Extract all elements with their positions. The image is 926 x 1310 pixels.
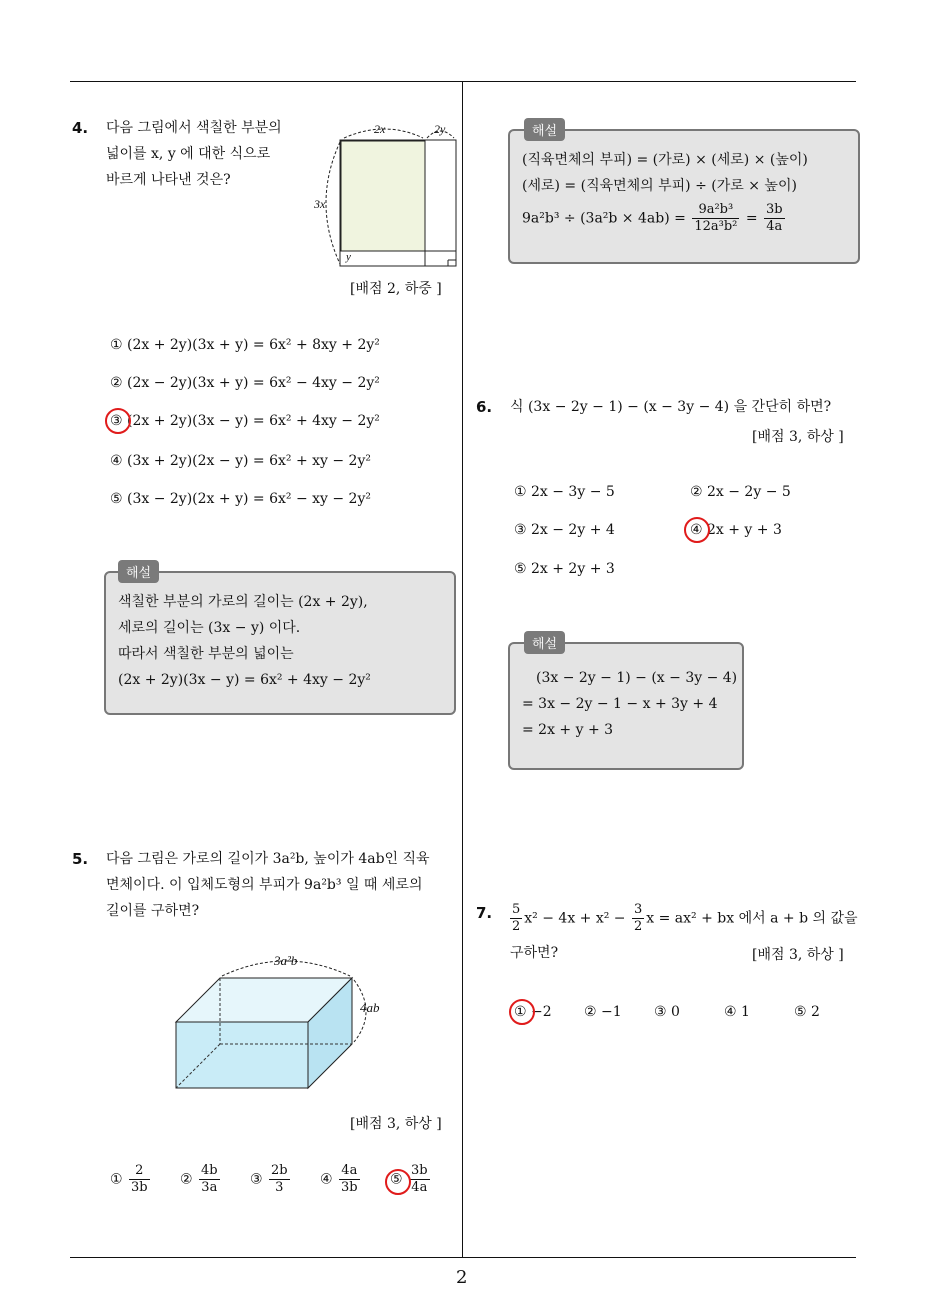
q7-answer-circle xyxy=(509,999,535,1025)
q6-answer-circle xyxy=(684,517,710,543)
q5-option-num: 2b xyxy=(271,1163,288,1178)
q5-text-line: 길이를 구하면? xyxy=(106,903,200,919)
q5-option-num: 2 xyxy=(129,1163,150,1180)
q4-meta: [배점 2, 하중 ] xyxy=(350,281,442,297)
q7-frac1-num: 5 xyxy=(512,902,521,917)
q5-solution-frac1-num: 9a²b³ xyxy=(692,202,739,219)
q4-option-3[interactable]: ③ (2x + 2y)(3x − y) = 6x² + 4xy − 2y² xyxy=(110,413,380,429)
q6-number: 6. xyxy=(476,398,493,416)
q7-text-mid: x² − 4x + x² − xyxy=(524,910,626,927)
q5-option-num: 4b xyxy=(201,1163,218,1178)
q4-text xyxy=(106,115,306,193)
q7-option-2[interactable]: ② −1 xyxy=(584,1004,622,1020)
q6-option-3[interactable]: ③ 2x − 2y + 4 xyxy=(514,522,615,538)
q5-option-4[interactable] xyxy=(320,1163,362,1196)
q4-text-line: 넓이를 x, y 에 대한 식으로 xyxy=(106,146,271,162)
q7-meta: [배점 3, 하상 ] xyxy=(752,947,844,963)
q7-option-3[interactable]: ③ 0 xyxy=(654,1004,680,1020)
q4-solution-line: 세로의 길이는 (3x − y) 이다. xyxy=(118,620,301,636)
q4-solution-tag: 해설 xyxy=(118,560,159,583)
q5-option-1[interactable] xyxy=(110,1163,152,1196)
q4-option-5[interactable]: ⑤ (3x − 2y)(2x + y) = 6x² − xy − 2y² xyxy=(110,491,371,507)
q4-solution-line: 따라서 색칠한 부분의 넓이는 xyxy=(118,646,294,662)
q5-number: 5. xyxy=(72,850,89,868)
q6-solution-tag: 해설 xyxy=(524,631,565,654)
q7-text xyxy=(508,902,858,935)
q6-option-1[interactable]: ① 2x − 3y − 5 xyxy=(514,484,615,500)
q7-option-4[interactable]: ④ 1 xyxy=(724,1004,750,1020)
q6-option-2[interactable]: ② 2x − 2y − 5 xyxy=(690,484,791,500)
q4-solution-line: (2x + 2y)(3x − y) = 6x² + 4xy − 2y² xyxy=(118,672,371,688)
q7-frac2-den: 2 xyxy=(634,919,643,934)
q7-text-line2: 구하면? xyxy=(510,945,559,961)
top-rule xyxy=(70,81,856,82)
page-number: 2 xyxy=(456,1267,468,1288)
q5-solution-frac1-den: 12a³b² xyxy=(694,219,738,234)
q5-option-mark: ⑤ xyxy=(390,1171,403,1188)
q5-solution-frac2-den: 4a xyxy=(766,219,783,234)
q7-text-tail: x = ax² + bx 에서 a + b 의 값을 xyxy=(646,910,858,927)
q5-label-right: 4ab xyxy=(360,1000,380,1015)
q7-number: 7. xyxy=(476,904,493,922)
q6-text: 식 (3x − 2y − 1) − (x − 3y − 4) 을 간단히 하면? xyxy=(510,399,832,415)
q4-text-line: 다음 그림에서 색칠한 부분의 xyxy=(106,120,282,136)
q6-option-4[interactable]: ④ 2x + y + 3 xyxy=(690,522,782,538)
q6-option-5[interactable]: ⑤ 2x + 2y + 3 xyxy=(514,561,615,577)
q4-label-2y: 2y xyxy=(434,122,446,136)
q5-cuboid-figure xyxy=(168,950,398,1095)
q4-label-y: y xyxy=(346,251,351,263)
q5-option-mark: ④ xyxy=(320,1171,333,1188)
q5-option-mark: ② xyxy=(180,1171,193,1188)
q4-solution-line: 색칠한 부분의 가로의 길이는 (2x + 2y), xyxy=(118,594,368,610)
q5-option-den: 3 xyxy=(275,1180,284,1195)
q4-rectangle-figure xyxy=(310,118,470,278)
q7-option-1[interactable]: ① −2 xyxy=(514,1004,552,1020)
q4-option-4[interactable]: ④ (3x + 2y)(2x − y) = 6x² + xy − 2y² xyxy=(110,453,371,469)
q5-option-2[interactable] xyxy=(180,1163,222,1196)
q4-text-line: 바르게 나타낸 것은? xyxy=(106,172,231,188)
q5-option-num: 3b xyxy=(411,1163,428,1178)
q4-option-2[interactable]: ② (2x − 2y)(3x + y) = 6x² − 4xy − 2y² xyxy=(110,375,380,391)
q5-solution-eq-lhs: 9a²b³ ÷ (3a²b × 4ab) = xyxy=(522,210,686,227)
q5-text-line: 면체이다. 이 입체도형의 부피가 9a²b³ 일 때 세로의 xyxy=(106,877,423,893)
q5-solution-equation xyxy=(522,202,787,235)
q5-option-den: 4a xyxy=(411,1180,428,1195)
q5-solution-eq-sign: = xyxy=(745,210,758,227)
q5-option-num: 4a xyxy=(339,1163,360,1180)
q5-option-den: 3b xyxy=(131,1180,148,1195)
q7-frac1-den: 2 xyxy=(512,919,521,934)
q6-solution-line: (3x − 2y − 1) − (x − 3y − 4) xyxy=(536,670,738,686)
q6-solution-line: = 2x + y + 3 xyxy=(522,722,614,738)
q5-option-den: 3b xyxy=(341,1180,358,1195)
q4-label-3x: 3x xyxy=(314,197,326,211)
q6-meta: [배점 3, 하상 ] xyxy=(752,429,844,445)
q5-option-den: 3a xyxy=(201,1180,218,1195)
q5-label-top: 3a²b xyxy=(274,953,298,968)
bottom-rule xyxy=(70,1257,856,1258)
q5-solution-line: (직육면체의 부피) = (가로) × (세로) × (높이) xyxy=(522,152,808,168)
q5-solution-tag: 해설 xyxy=(524,118,565,141)
q4-label-2x: 2x xyxy=(374,122,386,136)
q4-answer-circle xyxy=(105,408,131,434)
q5-text-line: 다음 그림은 가로의 길이가 3a²b, 높이가 4ab인 직육 xyxy=(106,851,430,867)
q7-option-5[interactable]: ⑤ 2 xyxy=(794,1004,820,1020)
q4-number: 4. xyxy=(72,119,89,137)
q7-frac2-num: 3 xyxy=(634,902,643,917)
q5-meta: [배점 3, 하상 ] xyxy=(350,1116,442,1132)
q5-option-3[interactable] xyxy=(250,1163,292,1196)
q5-text xyxy=(106,846,458,924)
q6-solution-line: = 3x − 2y − 1 − x + 3y + 4 xyxy=(522,696,718,712)
q5-answer-circle xyxy=(385,1169,411,1195)
q5-option-mark: ③ xyxy=(250,1171,263,1188)
q4-option-1[interactable]: ① (2x + 2y)(3x + y) = 6x² + 8xy + 2y² xyxy=(110,337,380,353)
q5-solution-frac2-num: 3b xyxy=(766,202,783,217)
q5-solution-line: (세로) = (직육면체의 부피) ÷ (가로 × 높이) xyxy=(522,178,797,194)
q5-option-mark: ① xyxy=(110,1171,123,1188)
